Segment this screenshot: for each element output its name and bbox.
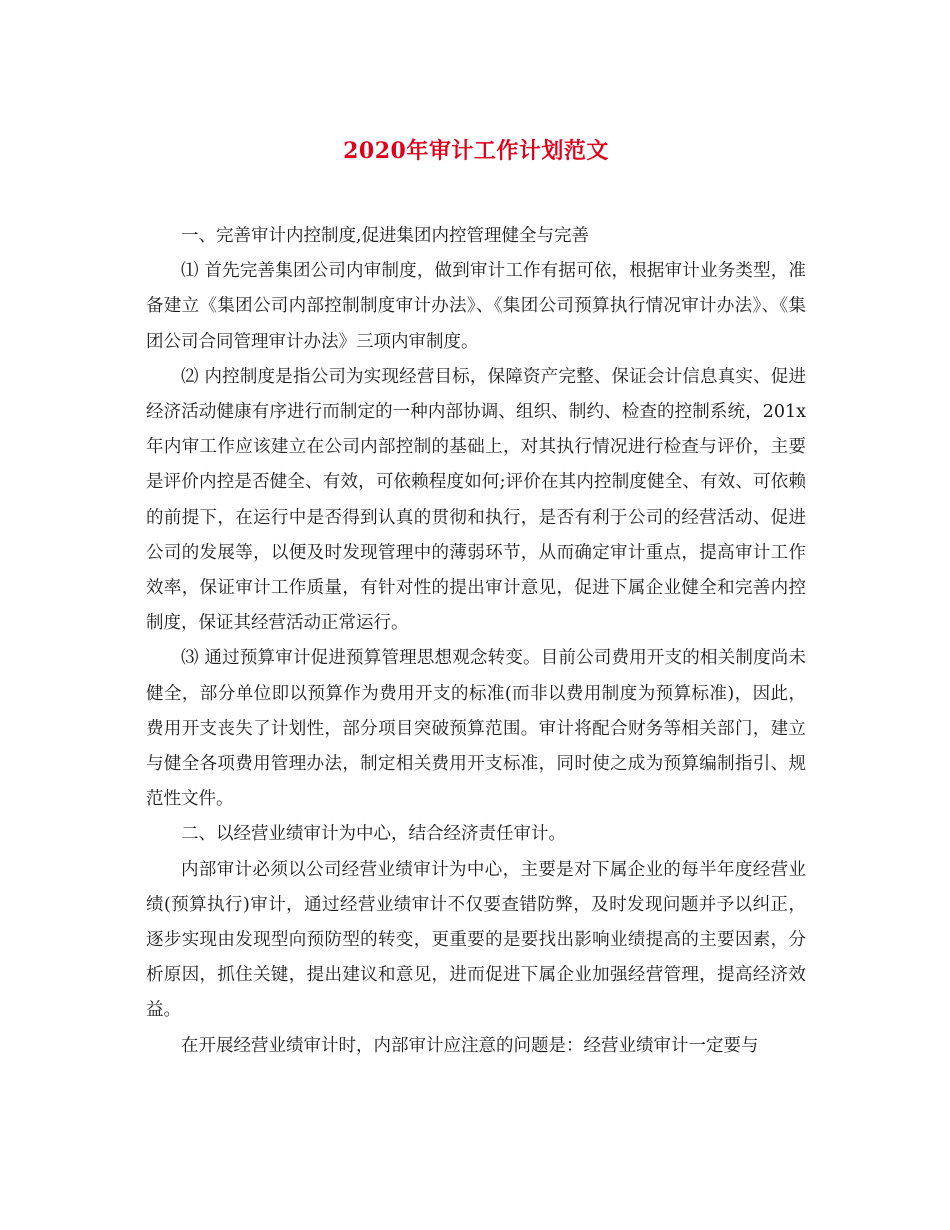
paragraph-section-2-body: 内部审计必须以公司经营业绩审计为中心，主要是对下属企业的每半年度经营业绩(预算执行)审计，通过经营业绩审计不仅要查错防弊，及时发现问题并予以纠正，逐步实现由发现型向预防型的转变，更重要的是要找出影响业绩提高的主要因素，分析原因，抓住关键，提出建议和意见，进而促进下属企业加强经营管理，提高经济效益。 <box>146 859 806 1021</box>
document-body <box>146 219 806 1064</box>
paragraph-item-1: ⑴ 首先完善集团公司内审制度，做到审计工作有据可依，根据审计业务类型，准备建立《集团公司内部控制制度审计办法》、《集团公司预算执行情况审计办法》、《集团公司合同管理审计办法》三项内审制度。 <box>146 261 806 352</box>
document-title: 2020年审计工作计划范文 <box>343 138 609 164</box>
document-page <box>146 128 806 1064</box>
paragraph-item-2: ⑵ 内控制度是指公司为实现经营目标，保障资产完整、保证会计信息真实、促进经济活动健康有序进行而制定的一种内部协调、组织、制约、检查的控制系统，201x年内审工作应该建立在公司内部控制的基础上，对其执行情况进行检查与评价，主要是评价内控是否健全、有效，可依赖程度如何;评价在其内控制度健全、有效、可依赖的前提下，在运行中是否得到认真的贯彻和执行，是否有利于公司的经营活动、促进公司的发展等，以便及时发现管理中的薄弱环节，从而确定审计重点，提高审计工作效率，保证审计工作质量，有针对性的提出审计意见，促进下属企业健全和完善内控制度，保证其经营活动正常运行。 <box>146 366 806 634</box>
paragraph-section-2-heading: 二、以经营业绩审计为中心，结合经济责任审计。 <box>181 824 566 845</box>
paragraph-section-1-heading: 一、完善审计内控制度,促进集团内控管理健全与完善 <box>181 226 590 246</box>
paragraph-section-2-continued: 在开展经营业绩审计时，内部审计应注意的问题是：经营业绩审计一定要与 <box>181 1035 759 1056</box>
paragraph-item-3: ⑶ 通过预算审计促进预算管理思想观念转变。目前公司费用开支的相关制度尚未健全，部分单位即以预算作为费用开支的标准(而非以费用制度为预算标准)，因此，费用开支丧失了计划性，部分项目突破预算范围。审计将配合财务等相关部门，建立与健全各项费用管理办法，制定相关费用开支标准，同时使之成为预算编制指引、规范性文件。 <box>146 648 806 810</box>
